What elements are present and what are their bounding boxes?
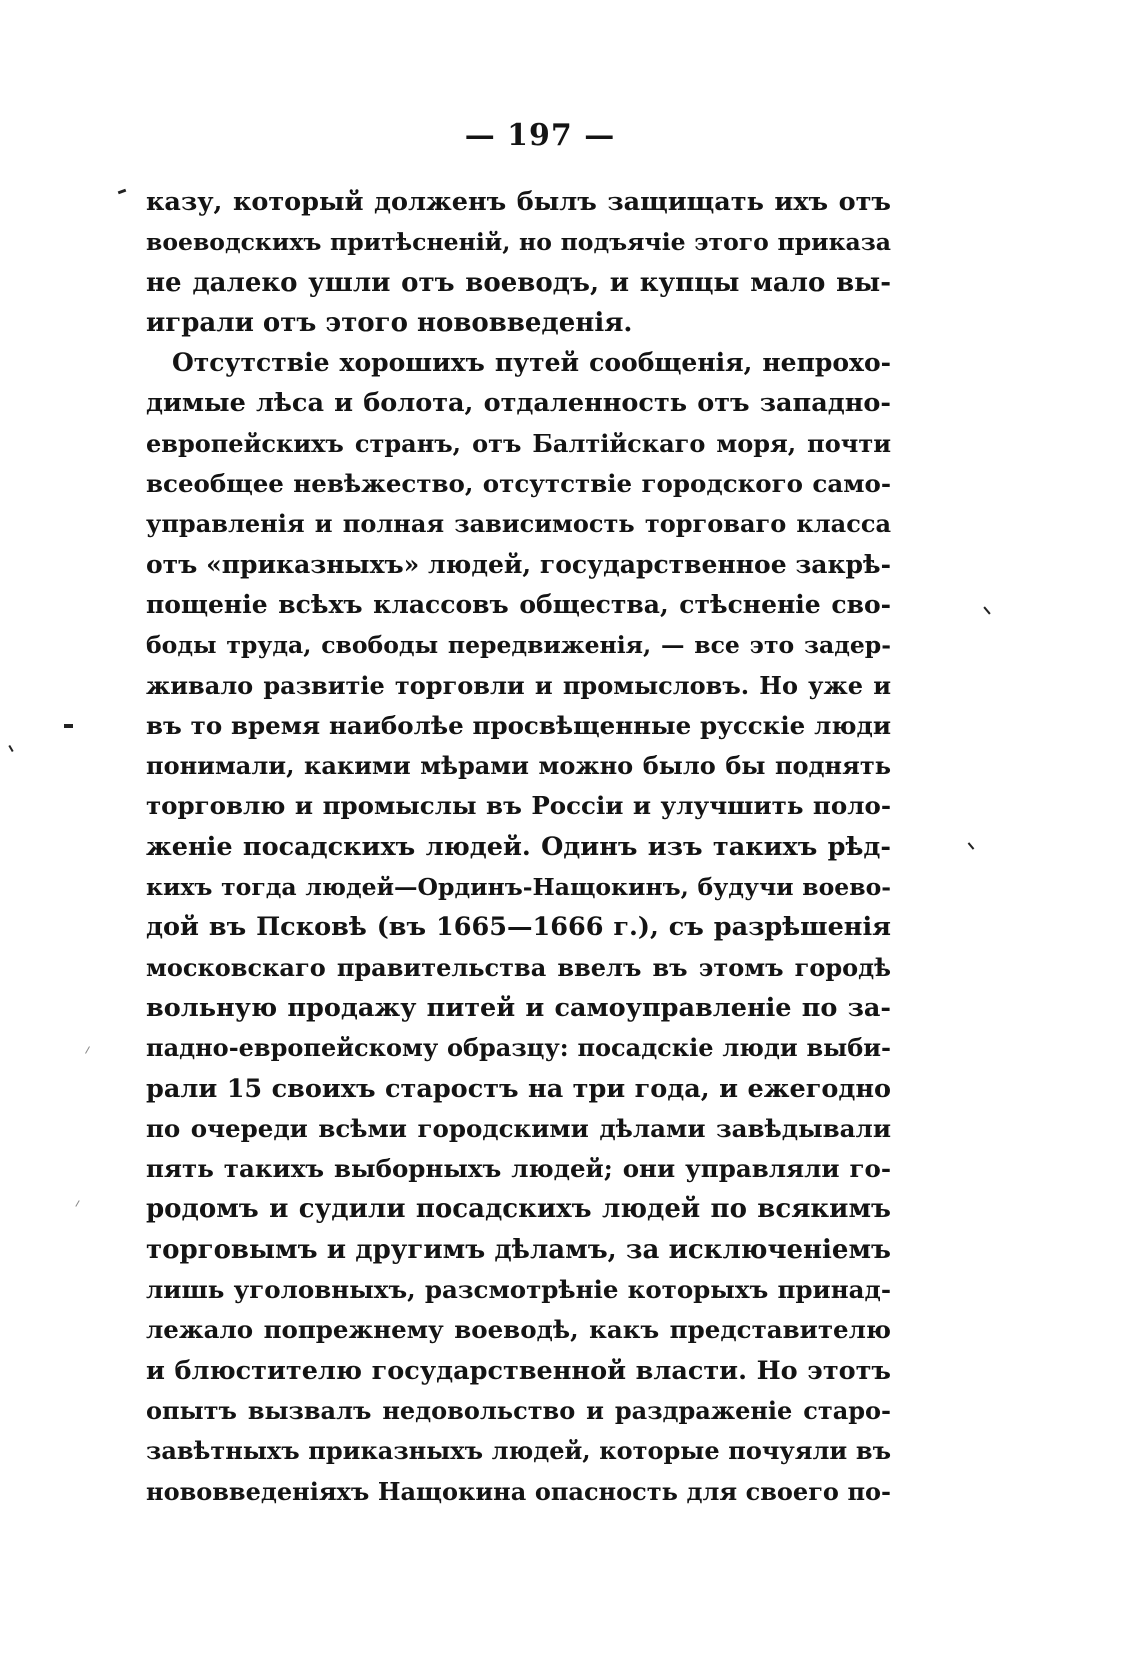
text-line: кихъ тогда людей—Ординъ-Нащокинъ, будучи воево- [146, 873, 891, 902]
text-line: торговымъ и другимъ дѣламъ, за исключеніемъ [146, 1234, 891, 1265]
text-line: всеобщее невѣжество, отсутствіе городского само- [146, 469, 891, 499]
text-line: управленія и полная зависимость торговаго класса [146, 509, 891, 539]
text-line: отъ «приказныхъ» людей, государственное закрѣ- [146, 549, 891, 579]
paragraph-2 [146, 343, 891, 1512]
body-text [146, 182, 891, 1512]
text-line: казу, который долженъ былъ защищать ихъ отъ [146, 187, 891, 217]
text-line: торговлю и промыслы въ Россіи и улучшить поло- [146, 791, 891, 821]
text-line: понимали, какими мѣрами можно было бы поднять [146, 751, 891, 781]
text-line: и блюстителю государственной власти. Но этотъ [146, 1355, 891, 1386]
text-line: европейскихъ странъ, отъ Балтійскаго моря, почти [146, 428, 891, 458]
text-line: завѣтныхъ приказныхъ людей, которые почуяли въ [146, 1436, 891, 1466]
text-line: по очереди всѣми городскими дѣлами завѣдывали [146, 1113, 891, 1143]
text-line: нововведеніяхъ Нащокина опасность для своего по- [146, 1476, 891, 1506]
text-line: пять такихъ выборныхъ людей; они управляли го- [146, 1154, 891, 1184]
scan-speck [8, 745, 13, 752]
text-line: не далеко ушли отъ воеводъ, и купцы мало вы- [146, 267, 891, 298]
text-line: Отсутствіе хорошихъ путей сообщенія, непрохо- [172, 348, 891, 378]
scan-speck [64, 724, 73, 728]
text-line: дой въ Псковѣ (въ 1665—1666 г.), съ разрѣшенія [146, 912, 891, 943]
text-line: женіе посадскихъ людей. Одинъ изъ такихъ рѣд- [146, 831, 891, 862]
text-line: вольную продажу питей и самоуправленіе по за- [146, 992, 891, 1023]
paragraph-1 [146, 182, 891, 343]
scan-speck [85, 1046, 90, 1053]
text-line: опытъ вызвалъ недовольство и раздраженіе старо- [146, 1395, 891, 1425]
text-line: пощеніе всѣхъ классовъ общества, стѣсненіе сво- [146, 589, 891, 619]
text-line: московскаго правительства ввелъ въ этомъ городѣ [146, 952, 891, 982]
scan-speck [983, 606, 990, 614]
text-line: играли отъ этого нововведенія. [146, 307, 633, 338]
text-line: родомъ и судили посадскихъ людей по всякимъ [146, 1194, 891, 1225]
text-line: живало развитіе торговли и промысловъ. Но уже и [146, 670, 891, 700]
text-line: рали 15 своихъ старостъ на три года, и ежегодно [146, 1073, 891, 1104]
text-line: падно-европейскому образцу: посадскіе люди выби- [146, 1033, 891, 1063]
scan-speck [75, 1200, 79, 1207]
text-line: воеводскихъ притѣсненій, но подъячіе этого приказа [146, 228, 891, 257]
text-line: лежало попрежнему воеводѣ, какъ представителю [146, 1315, 891, 1345]
text-line: въ то время наиболѣе просвѣщенные русскіе люди [146, 710, 891, 740]
scan-speck [968, 842, 975, 849]
page-number: — 197 — [464, 118, 616, 153]
text-line: лишь уголовныхъ, разсмотрѣніе которыхъ принад- [146, 1275, 891, 1305]
text-line: боды труда, свободы передвиженія, — все это задер- [146, 631, 891, 660]
scan-speck [118, 189, 127, 195]
text-line: димые лѣса и болота, отдаленность отъ западно- [146, 388, 891, 419]
